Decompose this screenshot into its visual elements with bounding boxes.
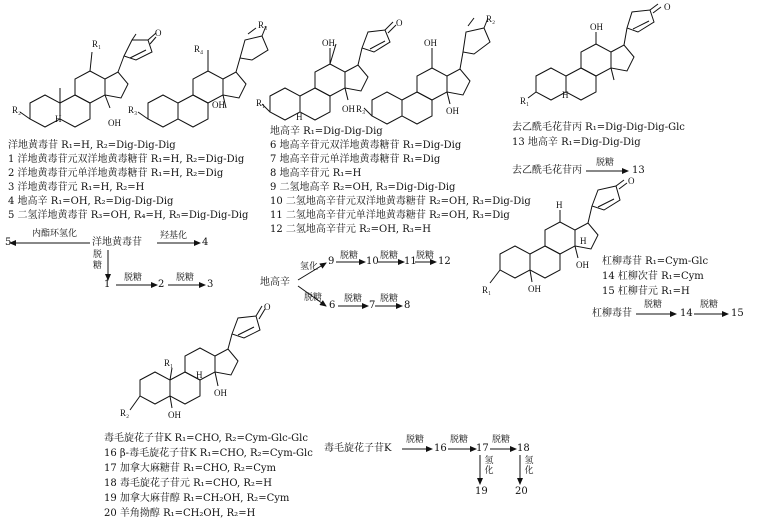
p5-h-label: H bbox=[196, 370, 203, 380]
p2-line-5: 10 二氢地高辛苷元双洋地黄毒糖苷 R₂=OH, R₃=Dig-Dig bbox=[270, 196, 531, 207]
p2-oh-top2: OH bbox=[424, 38, 437, 48]
p1-r3-label: R₃ bbox=[258, 20, 268, 30]
p4-line-0: 杠柳毒苷 R₁=Cym-Glc bbox=[602, 256, 709, 267]
p4-h2-label: H bbox=[580, 236, 587, 246]
p2-flow-s11: 脱糖 bbox=[416, 251, 435, 261]
p1-flow-n1: 1 bbox=[104, 279, 111, 290]
p1-flow-right-target: 4 bbox=[202, 237, 209, 248]
p2-oh2-label: OH bbox=[446, 106, 459, 116]
p5-r2-label: R₂ bbox=[120, 408, 130, 418]
p2-oh1-label: OH bbox=[342, 104, 355, 114]
p2-line-4: 9 二氢地高辛 R₂=OH, R₃=Dig-Dig-Dig bbox=[270, 182, 456, 193]
p3-h-label: H bbox=[562, 90, 569, 100]
p4-flow-n15: 15 bbox=[731, 308, 744, 319]
p2-flow-start: 地高辛 bbox=[260, 277, 290, 288]
p4-oh1-label: OH bbox=[528, 284, 541, 294]
p3-flow-start: 去乙酰毛花苷丙 bbox=[512, 165, 582, 176]
p5-line-3: 18 毒毛旋花子苷元 R₁=CHO, R₂=H bbox=[104, 478, 272, 489]
p5-line-5: 20 羊角拗醇 R₁=CH₂OH, R₂=H bbox=[104, 508, 256, 519]
p1-r1-label: R₁ bbox=[92, 39, 102, 49]
p2-flow-n12: 12 bbox=[438, 256, 451, 267]
p1-flow-down-label: 脱糖 bbox=[93, 250, 103, 271]
p1-r5-label: R₃ bbox=[128, 105, 138, 115]
k-strophanthoside-structure bbox=[130, 306, 265, 410]
p3-line-0: 去乙酰毛花苷丙 R₁=Dig-Dig-Dig-Glc bbox=[512, 122, 685, 133]
p2-flow-s10: 脱糖 bbox=[380, 251, 399, 261]
p5-flow-s3: 脱糖 bbox=[492, 435, 511, 445]
p1-flow-center: 洋地黄毒苷 bbox=[92, 237, 142, 248]
p1-oh1-label: OH bbox=[108, 118, 121, 128]
p5-flow-n17: 17 bbox=[476, 443, 489, 454]
p1-flow-left-label: 内酯环氢化 bbox=[32, 229, 78, 239]
p1-flow-n3: 3 bbox=[207, 279, 214, 290]
p3-oh-label: OH bbox=[590, 22, 603, 32]
p5-oh2-label: OH bbox=[214, 388, 227, 398]
dihydrodigoxin-structure bbox=[364, 18, 490, 124]
p4-flow-start: 杠柳毒苷 bbox=[592, 308, 632, 319]
p4-oh2-label: OH bbox=[576, 260, 589, 270]
p4-o-label: O bbox=[628, 176, 635, 186]
p4-h1-label: H bbox=[556, 200, 563, 210]
p1-h-label: H bbox=[55, 114, 62, 124]
p5-flow-n18: 18 bbox=[517, 443, 530, 454]
dihydrodigitoxin-structure bbox=[138, 26, 268, 127]
p2-flow-n10: 10 bbox=[366, 256, 379, 267]
p2-r2-label: R₂ bbox=[486, 14, 496, 24]
p1-line-0: 洋地黄毒苷 R₁=H, R₂=Dig-Dig-Dig bbox=[8, 140, 176, 151]
p3-flow-target: 13 bbox=[632, 165, 645, 176]
p5-flow-s2: 脱糖 bbox=[450, 435, 469, 445]
p2-flow-n6: 6 bbox=[329, 300, 336, 311]
p2-line-7: 12 二氢地高辛苷元 R₂=OH, R₃=H bbox=[270, 224, 431, 235]
p4-flow-s2: 脱糖 bbox=[700, 300, 719, 310]
p1-oh2-label: OH bbox=[212, 100, 225, 110]
p1-flow-n2: 2 bbox=[158, 279, 165, 290]
p2-flow-s9: 脱糖 bbox=[340, 251, 359, 261]
p2-flow-s6: 脱糖 bbox=[344, 294, 363, 304]
p5-r1-label: R₁ bbox=[164, 358, 174, 368]
p4-flow-n14: 14 bbox=[680, 308, 693, 319]
p5-line-0: 毒毛旋花子苷K R₁=CHO, R₂=Cym-Glc-Glc bbox=[104, 433, 308, 444]
p1-line-2: 2 洋地黄毒苷元单洋地黄毒糖苷 R₁=H, R₂=Dig bbox=[8, 168, 224, 179]
p2-flow-n7: 7 bbox=[369, 300, 376, 311]
p2-flow-n11: 11 bbox=[404, 256, 417, 267]
p1-line-5: 5 二氢洋地黄毒苷 R₃=OH, R₄=H, R₅=Dig-Dig-Dig bbox=[8, 210, 249, 221]
p1-r4-label: R₄ bbox=[194, 44, 204, 54]
p5-flow-start: 毒毛旋花子苷K bbox=[324, 443, 392, 454]
p4-r1-label: R₁ bbox=[482, 285, 492, 295]
p2-line-2: 7 地高辛苷元单洋地黄毒糖苷 R₁=Dig bbox=[270, 154, 441, 165]
p2-line-6: 11 二氢地高辛苷元单洋地黄毒糖苷 R₂=OH, R₃=Dig bbox=[270, 210, 510, 221]
p5-o-label: O bbox=[264, 302, 271, 312]
p1-line-1: 1 洋地黄毒苷元双洋地黄毒糖苷 R₁=H, R₂=Dig-Dig bbox=[8, 154, 245, 165]
p1-o-label: O bbox=[155, 28, 162, 38]
p5-line-4: 19 加拿大麻苷醇 R₁=CH₂OH, R₂=Cym bbox=[104, 493, 290, 504]
p1-flow-right-label: 羟基化 bbox=[160, 231, 188, 241]
deslanoside-structure bbox=[528, 4, 661, 100]
p2-flow-lower-label: 脱糖 bbox=[304, 293, 323, 303]
p2-line-1: 6 地高辛苷元双洋地黄毒糖苷 R₁=Dig-Dig bbox=[270, 140, 462, 151]
p3-flow-label: 脱糖 bbox=[596, 158, 615, 168]
panel5-arrows bbox=[402, 449, 520, 484]
p4-flow-s1: 脱糖 bbox=[644, 300, 663, 310]
p2-flow-n9: 9 bbox=[328, 256, 335, 267]
p4-line-2: 15 杠柳苷元 R₁=H bbox=[602, 286, 690, 297]
p3-r1-label: R₁ bbox=[520, 96, 530, 106]
p1-flow-left-target: 5 bbox=[5, 237, 12, 248]
p3-o-label: O bbox=[664, 2, 671, 12]
p2-oh-top1: OH bbox=[322, 38, 335, 48]
p5-flow-n19: 19 bbox=[475, 486, 488, 497]
p2-o-label: O bbox=[396, 18, 403, 28]
p1-r2-label: R₂ bbox=[12, 105, 22, 115]
p2-flow-n8: 8 bbox=[404, 300, 411, 311]
p1-flow-step2: 脱糖 bbox=[176, 273, 195, 283]
p5-line-1: 16 β-毒毛旋花子苷K R₁=CHO, R₂=Cym-Glc bbox=[104, 448, 313, 459]
p5-flow-n16: 16 bbox=[434, 443, 447, 454]
p1-flow-step1: 脱糖 bbox=[124, 273, 143, 283]
p2-r3-label: R₃ bbox=[356, 104, 366, 114]
p5-flow-n20: 20 bbox=[515, 486, 528, 497]
p5-flow-h2: 氢化 bbox=[524, 456, 534, 476]
p1-line-4: 4 地高辛 R₁=OH, R₂=Dig-Dig-Dig bbox=[8, 196, 174, 207]
p5-flow-s1: 脱糖 bbox=[406, 435, 425, 445]
p2-line-0: 地高辛 R₁=Dig-Dig-Dig bbox=[270, 126, 383, 137]
p2-r1-label: R₁ bbox=[256, 98, 266, 108]
p2-line-3: 8 地高辛苷元 R₁=H bbox=[270, 168, 362, 179]
p5-line-2: 17 加拿大麻糖苷 R₁=CHO, R₂=Cym bbox=[104, 463, 277, 474]
p2-flow-s7: 脱糖 bbox=[380, 294, 399, 304]
digoxin-structure bbox=[262, 22, 396, 120]
p5-oh1-label: OH bbox=[168, 410, 181, 420]
p2-h-label: H bbox=[296, 112, 303, 122]
p3-line-1: 13 地高辛 R₁=Dig-Dig-Dig bbox=[512, 137, 641, 148]
p2-flow-upper-label: 氢化 bbox=[300, 262, 319, 272]
p1-line-3: 3 洋地黄毒苷元 R₁=H, R₂=H bbox=[8, 182, 145, 193]
p4-line-1: 14 杠柳次苷 R₁=Cym bbox=[602, 271, 704, 282]
p5-flow-h1: 氢化 bbox=[484, 456, 494, 476]
